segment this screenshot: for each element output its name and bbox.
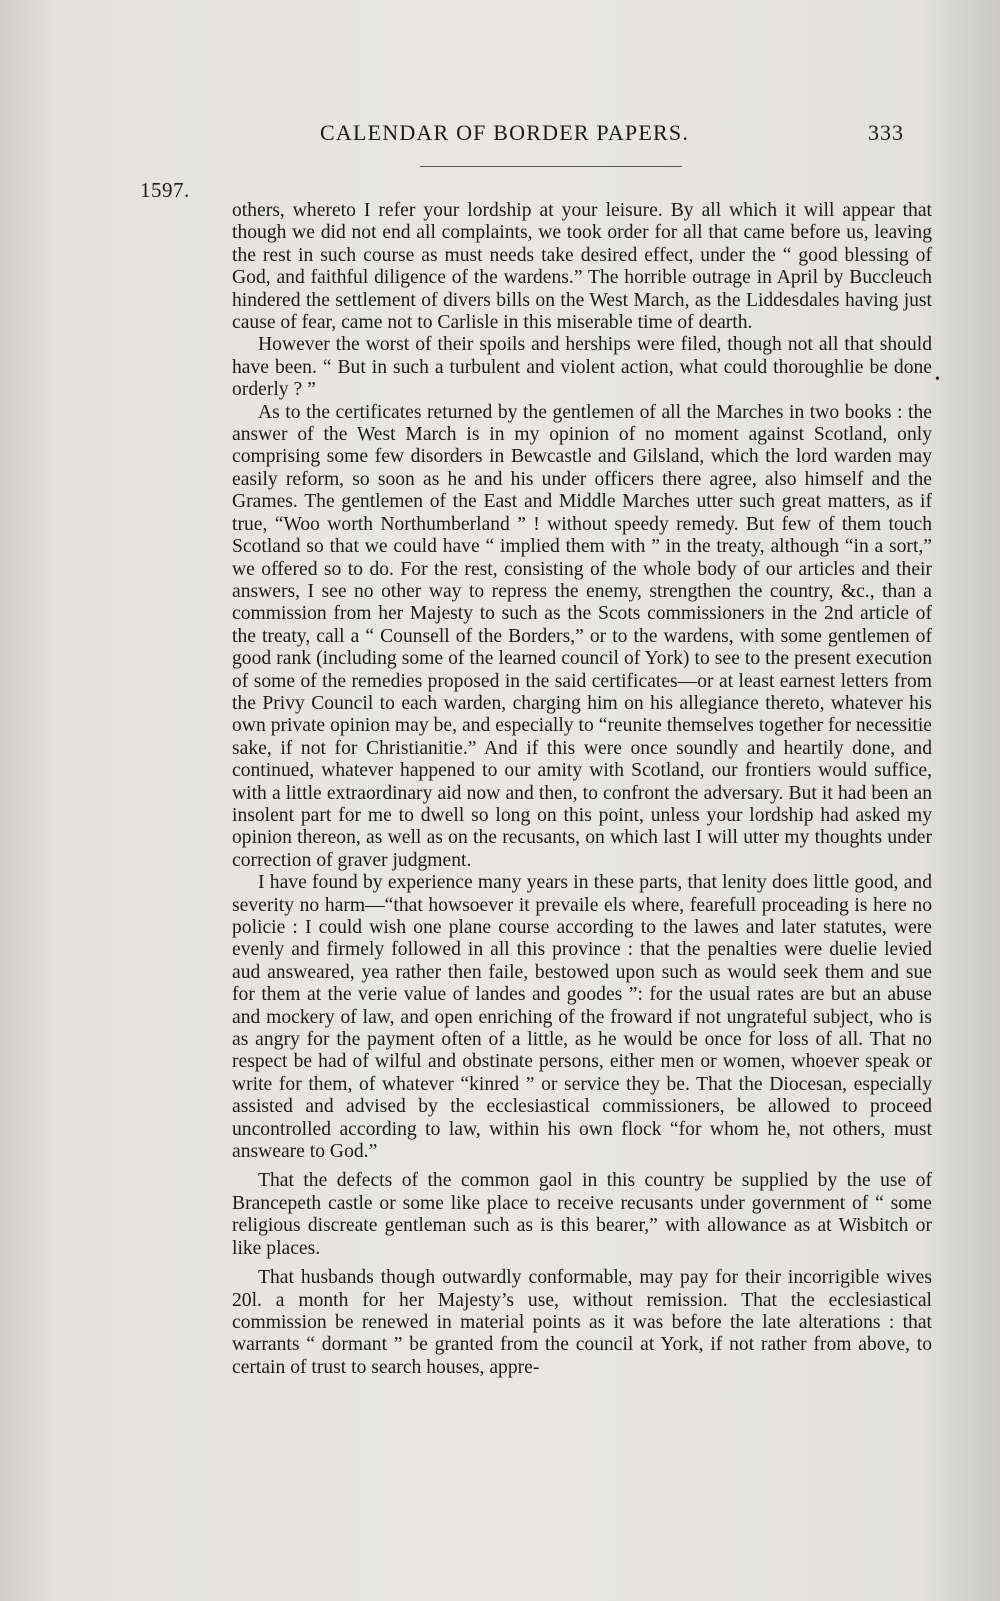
paragraph: As to the certificates returned by the gentlemen of all the Marches in two books : the answer of the West March is in my opinion of no moment against Scotland, only comprising some few disorders in Bewcastle and Gilsland, which the lord warden may easily reform, so soon as he and his under officers there agree, also himself and the Grames. The gentlemen of the East and Middle Marches utter such great matters, as if true, “Woo worth Northumberland ” ! without speedy remedy. But few of them touch Scotland so that we could have “ implied them with ” in the treaty, although “in a sort,” we offered so to do. For the rest, consisting of the whole body of our articles and their answers, I see no other way to repress the enemy, strengthen the country, &c., than a commission from her Majesty to such as the Scots commissioners in the 2nd article of the treaty, call a “ Counsell of the Borders,” or to the wardens, with some gentlemen of good rank (including some of the learned council of York) to see to the present execution of some of the remedies proposed in the said certificates—or at least earnest letters from the Privy Council to each warden, charging him on his allegiance thereto, whatever his own private opinion may be, and especially to “reunite themselves together for necessitie sake, if not for Christianitie.” And if this were once soundly and heartily done, and continued, whatever happened to our amity with Scotland, our frontiers would suffice, with a little extraordinary aid now and then, to confront the adversary. But it had been an insolent part for me to dwell so long on this point, unless your lordship had asked my opinion thereon, as well as on the recusants, on which last I will utter my thoughts under correction of graver judgment. xyxy=(232,401,932,871)
paragraph: That the defects of the common gaol in this country be supplied by the use of Brancepeth castle or some like place to receive recusants under government of “ some religious discreate gentleman such as is this bearer,” with allowance as at Wisbitch or like places. xyxy=(232,1170,932,1259)
paragraph: However the worst of their spoils and herships were filed, though not all that should have been. “ But in such a turbulent and violent action, what could thoroughlie be done orderly ? ” xyxy=(232,334,932,401)
header-rule xyxy=(420,166,682,167)
margin-mark: • xyxy=(935,372,940,387)
margin-year: 1597. xyxy=(140,178,190,202)
paragraph: others, whereto I refer your lordship at your leisure. By all which it will appear that though we did not end all complaints, we took order for all that came before us, leaving the rest in such course as must needs take desired effect, under the “ good blessing of God, and faithful diligence of the wardens.” The horrible outrage in April by Buccleuch hindered the settlement of divers bills on the West March, as the Liddesdales having just cause of fear, came not to Carlisle in this miserable time of dearth. xyxy=(232,200,932,334)
running-header-title: CALENDAR OF BORDER PAPERS. xyxy=(320,120,690,145)
page-number: 333 xyxy=(868,120,904,145)
body-text xyxy=(232,200,932,1379)
paragraph: I have found by experience many years in these parts, that lenity does little good, and severity no harm—“that howsoever it prevaile els where, fearefull proceading is here no policie : I could wish one plane course according to the lawes and later statutes, were evenly and firmely followed in all this province : that the penalties were duelie levied aud answeared, yea rather then faile, bestowed upon such as would seek them and sue for them at the verie value of landes and goodes ”: for the usual rates are but an abuse and mockery of law, and open enriching of the froward if not ungrateful subject, who is as angry for the payment often of a little, as he would be once for loss of all. That no respect be had of wilful and obstinate persons, either men or women, whoever speak or write for them, of whatever “kinred ” or service they be. That the Diocesan, especially assisted and advised by the ecclesiastical commissioners, be allowed to proceed uncontrolled according to law, within his own flock “for whom he, not others, must answeare to God.” xyxy=(232,872,932,1163)
paragraph: That husbands though outwardly conformable, may pay for their incorrigible wives 20l. a month for her Majesty’s use, without remission. That the ecclesiastical commission be renewed in material points as it was before the late alterations : that warrants “ dormant ” be granted from the council at York, if not rather from above, to certain of trust to search houses, appre- xyxy=(232,1267,932,1378)
